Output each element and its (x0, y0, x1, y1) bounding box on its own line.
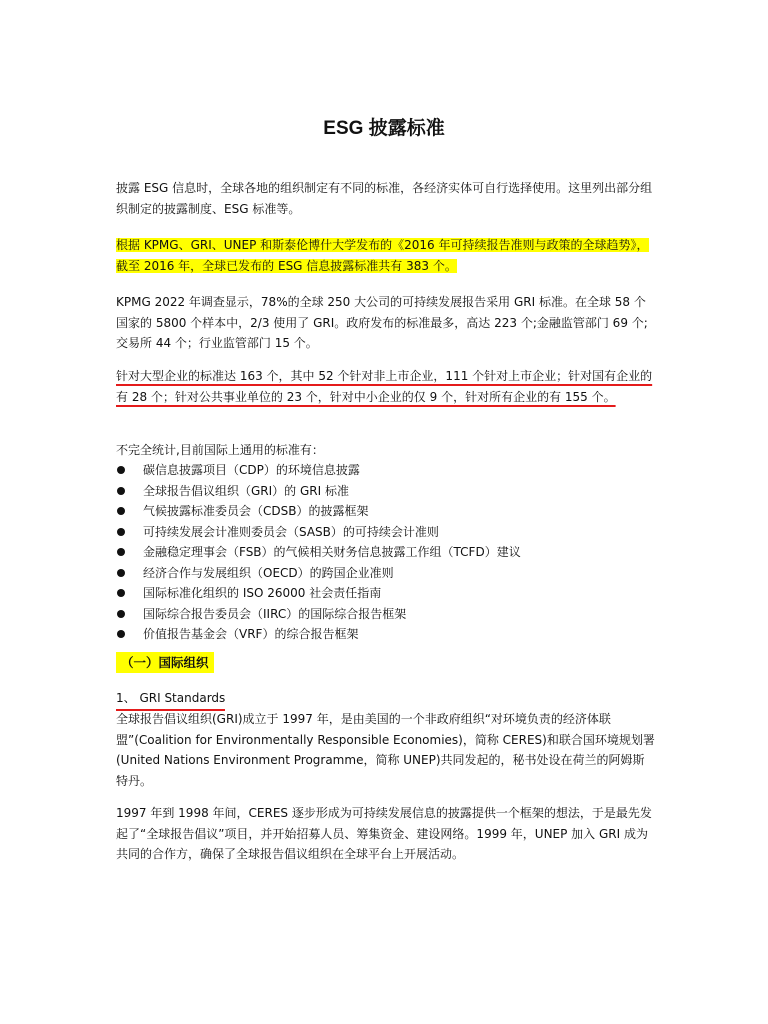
kpmg-paragraph: KPMG 2022 年调查显示，78%的全球 250 大公司的可持续发展报告采用 GRI 标准。在全球 58 个国家的 5800 个样本中，2/3 使用了 GRI。政府发布的标准最多，高达 223 个;金融监管部门 69 个;交易所 44 个；行业监管部门 15 个。 (116, 295, 648, 350)
list-item: 经济合作与发展组织（OECD）的跨国企业准则 (116, 563, 521, 584)
bullet-icon (117, 589, 125, 597)
underlined-paragraph (116, 366, 656, 407)
intro-paragraph: 披露 ESG 信息时，全球各地的组织制定有不同的标准，各经济实体可自行选择使用。这里列出部分组织制定的披露制度、ESG 标准等。 (116, 181, 653, 216)
standards-list (116, 460, 521, 645)
list-item: 价值报告基金会（VRF）的综合报告框架 (116, 624, 521, 645)
bullet-icon (117, 487, 125, 495)
list-item: 碳信息披露项目（CDP）的环境信息披露 (116, 460, 521, 481)
list-intro: 不完全统计,目前国际上通用的标准有： (116, 443, 324, 457)
section-heading: （一）国际组织 (116, 652, 214, 673)
bullet-icon (117, 569, 125, 577)
list-item: 气候披露标准委员会（CDSB）的披露框架 (116, 501, 521, 522)
list-item: 国际综合报告委员会（IIRC）的国际综合报告框架 (116, 604, 521, 625)
list-item: 金融稳定理事会（FSB）的气候相关财务信息披露工作组（TCFD）建议 (116, 542, 521, 563)
list-item: 全球报告倡议组织（GRI）的 GRI 标准 (116, 481, 521, 502)
gri-paragraph-2: 1997 年到 1998 年间，CERES 逐步形成为可持续发展信息的披露提供一个框架的想法，于是最先发起了“全球报告倡议”项目，并开始招募人员、筹集资金、建设网络。1999 年，UNEP 加入 GRI 成为共同的合作方，确保了全球报告倡议组织在全球平台上开展活动。 (116, 806, 652, 861)
list-item: 可持续发展会计准则委员会（SASB）的可持续会计准则 (116, 522, 521, 543)
highlighted-paragraph (116, 235, 656, 276)
bullet-icon (117, 528, 125, 536)
bullet-icon (117, 548, 125, 556)
list-item: 国际标准化组织的 ISO 26000 社会责任指南 (116, 583, 521, 604)
bullet-icon (117, 466, 125, 474)
bullet-icon (117, 630, 125, 638)
bullet-icon (117, 507, 125, 515)
bullet-icon (117, 610, 125, 618)
highlighted-text: 根据 KPMG、GRI、UNEP 和斯泰伦博什大学发布的《2016 年可持续报告准则与政策的全球趋势》，截至 2016 年，全球已发布的 ESG 信息披露标准共有 383 个。 (116, 238, 649, 273)
subsection-title: 1、 GRI Standards (116, 689, 225, 711)
gri-paragraph-1: 全球报告倡议组织(GRI)成立于 1997 年，是由美国的一个非政府组织“对环境负责的经济体联盟”(Coalition for Environmentally Responsible Economies)，简称 CERES)和联合国环境规划署(United Nations Environment Programme，简称 UNEP)共同发起的，秘书处设在荷兰的阿姆斯特丹。 (116, 712, 655, 788)
underlined-text: 针对大型企业的标准达 163 个，其中 52 个针对非上市企业，111 个针对上市企业；针对国有企业的有 28 个；针对公共事业单位的 23 个，针对中小企业的仅 9 个，针对所有企业的有 155 个。 (116, 369, 653, 404)
page-title: ESG 披露标准 (323, 118, 445, 139)
